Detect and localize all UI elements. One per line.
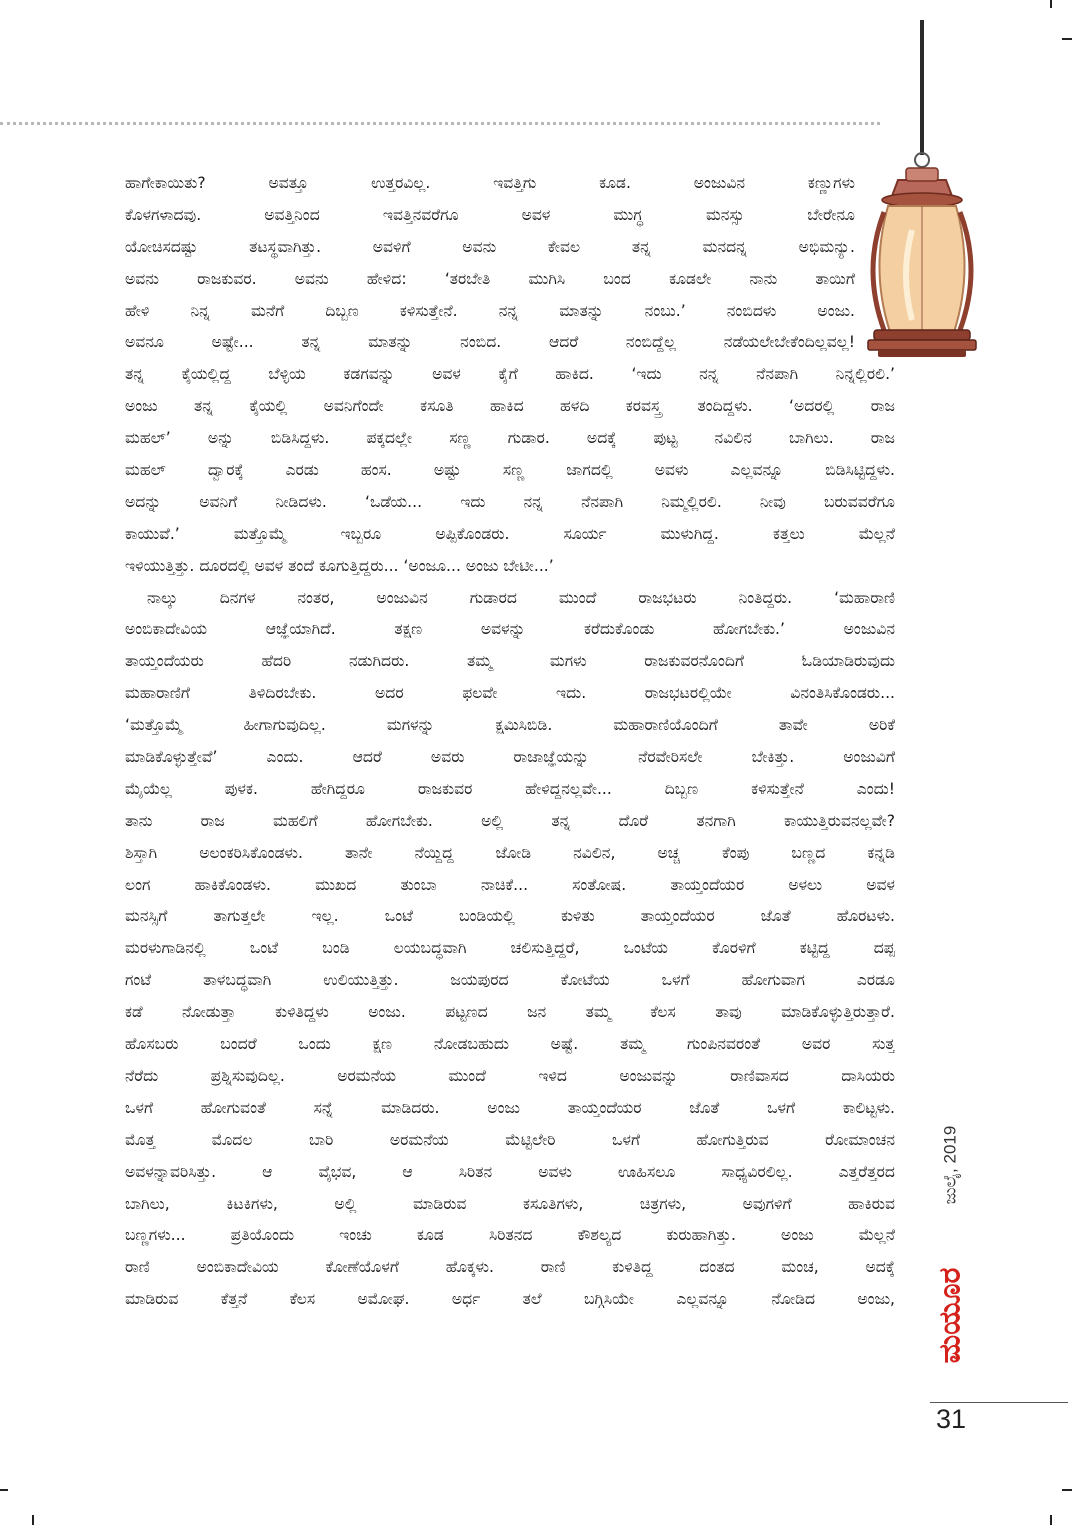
crop-mark-bottom-right xyxy=(1062,1489,1072,1491)
article-line: ಬಾಗಿಲು, ಕಿಟಕಿಗಳು, ಅಲ್ಲಿ ಮಾಡಿರುವ ಕಸೂತಿಗಳು, ಚಿತ್ರಗಳು, ಅವುಗಳಿಗೆ ಹಾಕಿರುವ xyxy=(125,1194,895,1213)
crop-mark-bottom-left xyxy=(0,1489,8,1491)
article-line: ಮಹಾರಾಣಿಗೆ ತಿಳಿದಿರಬೇಕು. ಅದರ ಫಲವೇ ಇದು. ರಾಜಭಟರಲ್ಲಿಯೇ ವಿನಂತಿಸಿಕೊಂಡರು... xyxy=(125,684,895,703)
article-line: ಮಾಡಿರುವ ಕೆತ್ತನೆ ಕೆಲಸ ಅಮೋಘ. ಅರ್ಧ ತಲೆ ಬಗ್ಗಿಸಿಯೇ ಎಲ್ಲವನ್ನೂ ನೋಡಿದ ಅಂಜು, xyxy=(125,1290,895,1309)
article-line: ಮರಳುಗಾಡಿನಲ್ಲಿ ಒಂಟೆ ಬಂಡಿ ಲಯಬದ್ಧವಾಗಿ ಚಲಿಸುತ್ತಿದ್ದರೆ, ಒಂಟೆಯ ಕೊರಳಿಗೆ ಕಟ್ಟಿದ್ದ ದಪ್ಪ xyxy=(125,939,895,958)
article-line: ಅವನೂ ಅಷ್ಟೇ... ತನ್ನ ಮಾತನ್ನು ನಂಬಿದ. ಆದರೆ ನಂಬಿದ್ದೆಲ್ಲ ನಡೆಯಲೇಬೇಕೆಂದಿಲ್ಲವಲ್ಲ! xyxy=(125,333,855,352)
article-line: ಲಂಗ ಹಾಕಿಕೊಂಡಳು. ಮುಖದ ತುಂಬಾ ನಾಚಿಕೆ... ಸಂತೋಷ. ತಾಯ್ತಂದೆಯರ ಅಳಲು ಅವಳ xyxy=(125,875,895,894)
crop-mark-top-right xyxy=(1062,38,1072,40)
magazine-name: ಮಯೂರ xyxy=(932,1267,968,1363)
article-body xyxy=(125,168,895,1400)
article-line: ಗಂಟೆ ತಾಳಬದ್ಧವಾಗಿ ಉಲಿಯುತ್ತಿತ್ತು. ಜಯಪುರದ ಕೋಟೆಯ ಒಳಗೆ ಹೋಗುವಾಗ ಎರಡೂ xyxy=(125,971,895,990)
article-line: ನಾಲ್ಕು ದಿನಗಳ ನಂತರ, ಅಂಜುವಿನ ಗುಡಾರದ ಮುಂದೆ ರಾಜಭಟರು ನಿಂತಿದ್ದರು. ‘ಮಹಾರಾಣಿ xyxy=(147,588,895,607)
article-line: ಅಂಬಿಕಾದೇವಿಯ ಆಜ್ಞೆಯಾಗಿದೆ. ತಕ್ಷಣ ಅವಳನ್ನು ಕರೆದುಕೊಂಡು ಹೋಗಬೇಕು.’ ಅಂಜುವಿನ xyxy=(125,620,895,639)
article-line: ಇಳಿಯುತ್ತಿತ್ತು. ದೂರದಲ್ಲಿ ಅವಳ ತಂದೆ ಕೂಗುತ್ತಿದ್ದರು... ‘ಅಂಜೂ... ಅಂಜು ಬೇಟೀ...’ xyxy=(125,556,554,575)
dotted-rule xyxy=(0,122,880,125)
article-line: ಹೇಳಿ ನಿನ್ನ ಮನೆಗೆ ದಿಬ್ಬಣ ಕಳಿಸುತ್ತೇನೆ. ನನ್ನ ಮಾತನ್ನು ನಂಬು.’ ನಂಬಿದಳು ಅಂಜು. xyxy=(125,301,855,320)
article-line: ಕಾಯುವೆ.’ ಮತ್ತೊಮ್ಮೆ ಇಬ್ಬರೂ ಅಪ್ಪಿಕೊಂಡರು. ಸೂರ್ಯ ಮುಳುಗಿದ್ದ. ಕತ್ತಲು ಮೆಲ್ಲನೆ xyxy=(125,524,895,543)
magazine-logo xyxy=(930,1240,970,1390)
article-line: ಅವನು ರಾಜಕುವರ. ಅವನು ಹೇಳಿದ: ‘ತರಬೇತಿ ಮುಗಿಸಿ ಬಂದ ಕೂಡಲೇ ನಾನು ತಾಯಿಗೆ xyxy=(125,269,855,288)
article-line: ರಾಣಿ ಅಂಬಿಕಾದೇವಿಯ ಕೋಣೆಯೊಳಗೆ ಹೊಕ್ಕಳು. ರಾಣಿ ಕುಳಿತಿದ್ದ ದಂತದ ಮಂಚ, ಅದಕ್ಕೆ xyxy=(125,1258,895,1277)
article-line: ಕೊಳಗಳಾದವು. ಅವತ್ತಿನಿಂದ ಇವತ್ತಿನವರೆಗೂ ಅವಳ ಮುಗ್ಧ ಮನಸ್ಸು ಬೇರೇನೂ xyxy=(125,205,855,224)
article-line: ಮಾಡಿಕೊಳ್ಳುತ್ತೇವೆ’ ಎಂದು. ಆದರೆ ಅವರು ರಾಜಾಜ್ಞೆಯನ್ನು ನೆರವೇರಿಸಲೇ ಬೇಕಿತ್ತು. ಅಂಜುವಿಗೆ xyxy=(125,748,895,767)
article-line: ಮಹಲ್’ ಅನ್ನು ಬಿಡಿಸಿದ್ದಳು. ಪಕ್ಕದಲ್ಲೇ ಸಣ್ಣ ಗುಡಾರ. ಅದಕ್ಕೆ ಪುಟ್ಟ ನವಿಲಿನ ಬಾಗಿಲು. ರಾಜ xyxy=(125,429,895,448)
crop-mark-bottom-right-v xyxy=(1050,1515,1052,1525)
article-line: ಮಹಲ್ ದ್ವಾರಕ್ಕೆ ಎರಡು ಹಂಸ. ಅಷ್ಟು ಸಣ್ಣ ಜಾಗದಲ್ಲಿ ಅವಳು ಎಲ್ಲವನ್ನೂ ಬಿಡಿಸಿಟ್ಟಿದ್ದಳು. xyxy=(125,461,895,480)
article-line: ತನ್ನ ಕೈಯಲ್ಲಿದ್ದ ಬೆಳ್ಳಿಯ ಕಡಗವನ್ನು ಅವಳ ಕೈಗೆ ಹಾಕಿದ. ‘ಇದು ನನ್ನ ನೆನಪಾಗಿ ನಿನ್ನಲ್ಲಿರಲಿ.’ xyxy=(125,365,895,384)
article-line: ಮೊತ್ತ ಮೊದಲ ಬಾರಿ ಅರಮನೆಯ ಮೆಟ್ಟಿಲೇರಿ ಒಳಗೆ ಹೋಗುತ್ತಿರುವ ರೋಮಾಂಚನ xyxy=(125,1130,895,1149)
crop-mark-top xyxy=(1050,0,1052,8)
article-line: ಯೋಚಿಸದಷ್ಟು ತಟಸ್ಥವಾಗಿತ್ತು. ಅವಳಿಗೆ ಅವನು ಕೇವಲ ತನ್ನ ಮನದನ್ನ ಅಭಿಮನ್ಯು. xyxy=(125,237,855,256)
issue-date-text: ಜುಲೈ, 2019 xyxy=(940,1125,959,1205)
crop-mark-bottom xyxy=(32,1515,34,1525)
article-line: ಕಡೆ ನೋಡುತ್ತಾ ಕುಳಿತಿದ್ದಳು ಅಂಜು. ಪಟ್ಟಣದ ಜನ ತಮ್ಮ ಕೆಲಸ ತಾವು ಮಾಡಿಕೊಳ್ಳುತ್ತಿರುತ್ತಾರೆ. xyxy=(125,1003,895,1022)
article-line: ಒಳಗೆ ಹೋಗುವಂತೆ ಸನ್ನೆ ಮಾಡಿದರು. ಅಂಜು ತಾಯ್ತಂದೆಯರ ಜೊತೆ ಒಳಗೆ ಕಾಲಿಟ್ಟಳು. xyxy=(125,1098,895,1117)
article-line: ಶಿಸ್ತಾಗಿ ಅಲಂಕರಿಸಿಕೊಂಡಳು. ತಾನೇ ನೆಯ್ದಿದ್ದ ಜೋಡಿ ನವಿಲಿನ, ಅಚ್ಚ ಕೆಂಪು ಬಣ್ಣದ ಕನ್ನಡಿ xyxy=(125,843,895,862)
article-line: ಅವಳನ್ನಾವರಿಸಿತ್ತು. ಆ ವೈಭವ, ಆ ಸಿರಿತನ ಅವಳು ಊಹಿಸಲೂ ಸಾಧ್ಯವಿರಲಿಲ್ಲ. ಎತ್ತರೆತ್ತರದ xyxy=(125,1162,895,1181)
article-line: ಮೈಯೆಲ್ಲ ಪುಳಕ. ಹೇಗಿದ್ದರೂ ರಾಜಕುವರ ಹೇಳಿದ್ದನಲ್ಲವೇ... ದಿಬ್ಬಣ ಕಳಿಸುತ್ತೇನೆ ಎಂದು! xyxy=(125,779,895,798)
article-line: ತಾಯ್ತಂದೆಯರು ಹೆದರಿ ನಡುಗಿದರು. ತಮ್ಮ ಮಗಳು ರಾಜಕುವರನೊಂದಿಗೆ ಓಡಿಯಾಡಿರುವುದು xyxy=(125,652,895,671)
article-line: ಹಾಗೇಕಾಯಿತು? ಅವತ್ತೂ ಉತ್ತರವಿಲ್ಲ. ಇವತ್ತಿಗು ಕೂಡ. ಅಂಜುವಿನ ಕಣ್ಣುಗಳು xyxy=(125,174,855,192)
issue-date xyxy=(930,1100,970,1230)
article-line: ಅಂಜು ತನ್ನ ಕೈಯಲ್ಲಿ ಅವನಿಗೆಂದೇ ಕಸೂತಿ ಹಾಕಿದ ಹಳದಿ ಕರವಸ್ತ್ರ ತಂದಿದ್ದಳು. ‘ಅದರಲ್ಲಿ ರಾಜ xyxy=(125,397,895,416)
page-number: 31 xyxy=(936,1404,967,1434)
article-line: ಮನಸ್ಸಿಗೆ ತಾಗುತ್ತಲೇ ಇಲ್ಲ. ಒಂಟೆ ಬಂಡಿಯಲ್ಲಿ ಕುಳಿತು ತಾಯ್ತಂದೆಯರ ಜೊತೆ ಹೊರಟಳು. xyxy=(125,907,895,926)
article-line: ನೆರೆದು ಪ್ರಶ್ನಿಸುವುದಿಲ್ಲ. ಅರಮನೆಯ ಮುಂದೆ ಇಳಿದ ಅಂಜುವನ್ನು ರಾಣಿವಾಸದ ದಾಸಿಯರು xyxy=(125,1066,895,1085)
article-line: ತಾನು ರಾಜ ಮಹಲಿಗೆ ಹೋಗಬೇಕು. ಅಲ್ಲಿ ತನ್ನ ದೊರೆ ತನಗಾಗಿ ಕಾಯುತ್ತಿರುವನಲ್ಲವೇ? xyxy=(125,811,895,830)
article-line: ‘ಮತ್ತೊಮ್ಮೆ ಹೀಗಾಗುವುದಿಲ್ಲ. ಮಗಳನ್ನು ಕ್ಷಮಿಸಿಬಿಡಿ. ಮಹಾರಾಣಿಯೊಂದಿಗೆ ತಾವೇ ಅರಿಕೆ xyxy=(125,716,895,735)
article-line: ಬಣ್ಣಗಳು... ಪ್ರತಿಯೊಂದು ಇಂಚು ಕೂಡ ಸಿರಿತನದ ಕೌಶಲ್ಯದ ಕುರುಹಾಗಿತ್ತು. ಅಂಜು ಮೆಲ್ಲನೆ xyxy=(125,1226,895,1245)
article-line: ಹೊಸಬರು ಬಂದರೆ ಒಂದು ಕ್ಷಣ ನೋಡಬಹುದು ಅಷ್ಟೆ. ತಮ್ಮ ಗುಂಪಿನವರಂತೆ ಅವರ ಸುತ್ತ xyxy=(125,1035,895,1054)
footer-rule xyxy=(930,1402,1068,1403)
article-line: ಅದನ್ನು ಅವನಿಗೆ ನೀಡಿದಳು. ‘ಒಡೆಯ... ಇದು ನನ್ನ ನೆನಪಾಗಿ ನಿಮ್ಮಲ್ಲಿರಲಿ. ನೀವು ಬರುವವರೆಗೂ xyxy=(125,492,895,511)
